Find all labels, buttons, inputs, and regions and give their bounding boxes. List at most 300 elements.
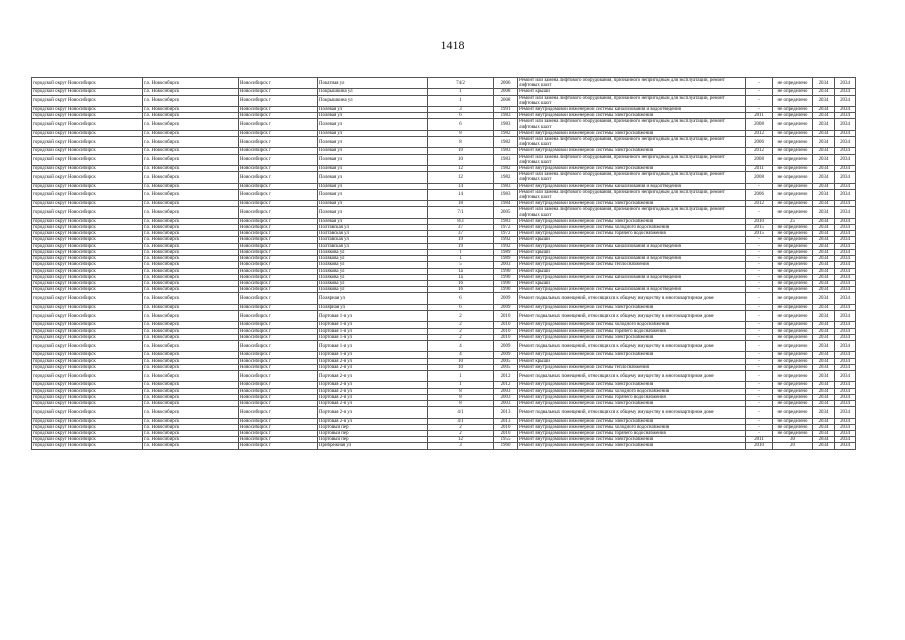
- build-year-cell: 1982: [494, 166, 518, 172]
- plan-end-cell: 2034: [835, 218, 856, 224]
- build-year-cell: 1989: [494, 256, 518, 262]
- last-repair-year-cell: -: [746, 430, 773, 436]
- settlement-cell: г.о. Новосибирск: [143, 352, 239, 358]
- plan-end-cell: 2034: [835, 183, 856, 189]
- street-cell: Покатная ул: [318, 78, 428, 89]
- city-cell: Новосибирск г: [239, 418, 318, 424]
- work-type-cell: Ремонт внутридомовой инженерной системы электроснабжения: [518, 352, 746, 358]
- street-cell: Портовая 2-я ул: [318, 394, 428, 400]
- plan-start-cell: 2034: [813, 394, 835, 400]
- work-type-cell: Ремонт внутридомовой инженерной системы горячего водоснабжения: [518, 394, 746, 400]
- plan-start-cell: 2034: [813, 407, 835, 418]
- municipality-cell: городской округ Новосибирск: [32, 237, 143, 243]
- house-number-cell: 74/2: [428, 78, 494, 89]
- house-number-cell: 10: [428, 364, 494, 370]
- plan-end-cell: 2034: [835, 95, 856, 106]
- city-cell: Новосибирск г: [239, 370, 318, 381]
- city-cell: Новосибирск г: [239, 328, 318, 334]
- street-cell: Полевая ул: [318, 119, 428, 130]
- house-number-cell: 2: [428, 328, 494, 334]
- build-year-cell: 1960: [494, 443, 518, 449]
- street-cell: Полевая ул: [318, 137, 428, 148]
- work-type-cell: Ремонт внутридомовой инженерной системы горячего водоснабжения: [518, 430, 746, 436]
- plan-start-cell: 2034: [813, 287, 835, 293]
- last-repair-year-cell: 2008: [746, 119, 773, 130]
- work-type-cell: Ремонт или замена лифтового оборудования, признанного непригодным для эксплуатации, ремонт лифтовых шахт: [518, 207, 746, 218]
- house-number-cell: 5: [428, 262, 494, 268]
- house-number-cell: 10: [428, 154, 494, 165]
- city-cell: Новосибирск г: [239, 107, 318, 113]
- last-repair-year-cell: -: [746, 424, 773, 430]
- build-year-cell: 1992: [494, 243, 518, 249]
- wear-cell: не определено: [773, 310, 813, 321]
- plan-start-cell: 2034: [813, 95, 835, 106]
- build-year-cell: 1983: [494, 218, 518, 224]
- last-repair-year-cell: -: [746, 249, 773, 255]
- settlement-cell: г.о. Новосибирск: [143, 394, 239, 400]
- build-year-cell: 1983: [494, 154, 518, 165]
- city-cell: Новосибирск г: [239, 310, 318, 321]
- city-cell: Новосибирск г: [239, 154, 318, 165]
- build-year-cell: 1989: [494, 249, 518, 255]
- wear-cell: не определено: [773, 225, 813, 231]
- wear-cell: не определено: [773, 231, 813, 237]
- build-year-cell: 2010: [494, 310, 518, 321]
- plan-end-cell: 2034: [835, 400, 856, 406]
- plan-start-cell: 2034: [813, 418, 835, 424]
- build-year-cell: 2003: [494, 388, 518, 394]
- city-cell: Новосибирск г: [239, 172, 318, 183]
- city-cell: Новосибирск г: [239, 237, 318, 243]
- table-row: [32, 443, 856, 449]
- last-repair-year-cell: -: [746, 418, 773, 424]
- municipality-cell: городской округ Новосибирск: [32, 364, 143, 370]
- city-cell: Новосибирск г: [239, 113, 318, 119]
- build-year-cell: 2012: [494, 370, 518, 381]
- last-repair-year-cell: -: [746, 328, 773, 334]
- build-year-cell: 2009: [494, 304, 518, 310]
- plan-start-cell: 2034: [813, 424, 835, 430]
- work-type-cell: Ремонт внутридомовой инженерной системы электроснабжения: [518, 166, 746, 172]
- last-repair-year-cell: -: [746, 394, 773, 400]
- plan-end-cell: 2034: [835, 418, 856, 424]
- house-number-cell: 3: [428, 443, 494, 449]
- city-cell: Новосибирск г: [239, 394, 318, 400]
- wear-cell: не определено: [773, 189, 813, 200]
- work-type-cell: Ремонт внутридомовой инженерной системы теплоснабжения: [518, 262, 746, 268]
- plan-end-cell: 2034: [835, 352, 856, 358]
- street-cell: Полтавская ул: [318, 225, 428, 231]
- build-year-cell: 1955: [494, 437, 518, 443]
- street-cell: Портовая 1-я ул: [318, 310, 428, 321]
- house-number-cell: 12: [428, 437, 494, 443]
- municipality-cell: городской округ Новосибирск: [32, 334, 143, 340]
- last-repair-year-cell: -: [746, 352, 773, 358]
- settlement-cell: г.о. Новосибирск: [143, 249, 239, 255]
- plan-start-cell: 2034: [813, 249, 835, 255]
- build-year-cell: 1983: [494, 183, 518, 189]
- plan-end-cell: 2034: [835, 304, 856, 310]
- plan-start-cell: 2034: [813, 148, 835, 154]
- street-cell: Полевая ул: [318, 201, 428, 207]
- work-type-cell: Ремонт или замена лифтового оборудования, признанного непригодным для эксплуатации, ремонт лифтовых шахт: [518, 172, 746, 183]
- wear-cell: не определено: [773, 322, 813, 328]
- street-cell: Полякова ул: [318, 268, 428, 274]
- settlement-cell: г.о. Новосибирск: [143, 148, 239, 154]
- last-repair-year-cell: -: [746, 304, 773, 310]
- work-type-cell: Ремонт подвальных помещений, относящихся к общему имуществу в многоквартирном доме: [518, 310, 746, 321]
- house-number-cell: 1: [428, 382, 494, 388]
- municipality-cell: городской округ Новосибирск: [32, 231, 143, 237]
- street-cell: Полякова ул: [318, 249, 428, 255]
- settlement-cell: г.о. Новосибирск: [143, 183, 239, 189]
- plan-end-cell: 2034: [835, 172, 856, 183]
- build-year-cell: 1982: [494, 137, 518, 148]
- last-repair-year-cell: -: [746, 107, 773, 113]
- build-year-cell: 1972: [494, 231, 518, 237]
- build-year-cell: 2010: [494, 424, 518, 430]
- settlement-cell: г.о. Новосибирск: [143, 262, 239, 268]
- house-number-cell: 14: [428, 189, 494, 200]
- wear-cell: 20: [773, 443, 813, 449]
- municipality-cell: городской округ Новосибирск: [32, 394, 143, 400]
- plan-end-cell: 2034: [835, 394, 856, 400]
- settlement-cell: г.о. Новосибирск: [143, 107, 239, 113]
- settlement-cell: г.о. Новосибирск: [143, 322, 239, 328]
- last-repair-year-cell: -: [746, 243, 773, 249]
- plan-start-cell: 2034: [813, 189, 835, 200]
- settlement-cell: г.о. Новосибирск: [143, 407, 239, 418]
- street-cell: Полевая ул: [318, 130, 428, 136]
- wear-cell: не определено: [773, 364, 813, 370]
- wear-cell: 30: [773, 437, 813, 443]
- plan-end-cell: 2034: [835, 201, 856, 207]
- last-repair-year-cell: -: [746, 388, 773, 394]
- wear-cell: не определено: [773, 352, 813, 358]
- plan-end-cell: 2034: [835, 225, 856, 231]
- build-year-cell: 2009: [494, 293, 518, 304]
- house-number-cell: 4: [428, 340, 494, 351]
- city-cell: Новосибирск г: [239, 119, 318, 130]
- wear-cell: не определено: [773, 407, 813, 418]
- build-year-cell: 1990: [494, 287, 518, 293]
- settlement-cell: г.о. Новосибирск: [143, 243, 239, 249]
- build-year-cell: 2010: [494, 328, 518, 334]
- wear-cell: не определено: [773, 89, 813, 95]
- work-type-cell: Ремонт или замена лифтового оборудования, признанного непригодным для эксплуатации, ремонт лифтовых шахт: [518, 95, 746, 106]
- plan-end-cell: 2034: [835, 207, 856, 218]
- street-cell: Полтавская ул: [318, 231, 428, 237]
- wear-cell: не определено: [773, 358, 813, 364]
- house-number-cell: 2: [428, 310, 494, 321]
- city-cell: Новосибирск г: [239, 207, 318, 218]
- house-number-cell: 1: [428, 89, 494, 95]
- plan-start-cell: 2034: [813, 370, 835, 381]
- build-year-cell: 1991: [494, 107, 518, 113]
- settlement-cell: г.о. Новосибирск: [143, 172, 239, 183]
- house-number-cell: 6: [428, 293, 494, 304]
- street-cell: Портовая 2-я ул: [318, 407, 428, 418]
- work-type-cell: Ремонт внутридомовой инженерной системы электроснабжения: [518, 113, 746, 119]
- settlement-cell: г.о. Новосибирск: [143, 268, 239, 274]
- work-type-cell: Ремонт внутридомовой инженерной системы электроснабжения: [518, 201, 746, 207]
- wear-cell: не определено: [773, 334, 813, 340]
- work-type-cell: Ремонт внутридомовой инженерной системы холодного водоснабжения: [518, 388, 746, 394]
- street-cell: Полевая ул: [318, 218, 428, 224]
- last-repair-year-cell: -: [746, 400, 773, 406]
- build-year-cell: 2012: [494, 382, 518, 388]
- municipality-cell: городской округ Новосибирск: [32, 166, 143, 172]
- city-cell: Новосибирск г: [239, 262, 318, 268]
- plan-start-cell: 2034: [813, 364, 835, 370]
- plan-start-cell: 2034: [813, 78, 835, 89]
- municipality-cell: городской округ Новосибирск: [32, 268, 143, 274]
- municipality-cell: городской округ Новосибирск: [32, 172, 143, 183]
- wear-cell: не определено: [773, 274, 813, 280]
- build-year-cell: 2010: [494, 334, 518, 340]
- house-number-cell: 2: [428, 430, 494, 436]
- municipality-cell: городской округ Новосибирск: [32, 328, 143, 334]
- municipality-cell: городской округ Новосибирск: [32, 352, 143, 358]
- house-number-cell: 1: [428, 370, 494, 381]
- settlement-cell: г.о. Новосибирск: [143, 207, 239, 218]
- house-number-cell: 2: [428, 322, 494, 328]
- municipality-cell: городской округ Новосибирск: [32, 218, 143, 224]
- plan-start-cell: 2034: [813, 154, 835, 165]
- wear-cell: 25: [773, 218, 813, 224]
- municipality-cell: городской округ Новосибирск: [32, 400, 143, 406]
- build-year-cell: 2005: [494, 207, 518, 218]
- municipality-cell: городской округ Новосибирск: [32, 243, 143, 249]
- street-cell: Полякова ул: [318, 256, 428, 262]
- plan-end-cell: 2034: [835, 274, 856, 280]
- settlement-cell: г.о. Новосибирск: [143, 113, 239, 119]
- settlement-cell: г.о. Новосибирск: [143, 334, 239, 340]
- plan-end-cell: 2034: [835, 364, 856, 370]
- last-repair-year-cell: -: [746, 340, 773, 351]
- work-type-cell: Ремонт внутридомовой инженерной системы горячего водоснабжения: [518, 328, 746, 334]
- street-cell: Прибрежная ул: [318, 443, 428, 449]
- municipality-cell: городской округ Новосибирск: [32, 113, 143, 119]
- wear-cell: не определено: [773, 340, 813, 351]
- wear-cell: не определено: [773, 400, 813, 406]
- settlement-cell: г.о. Новосибирск: [143, 304, 239, 310]
- street-cell: Портовая 2-я ул: [318, 382, 428, 388]
- work-type-cell: Ремонт внутридомовой инженерной системы канализования и водоотведения: [518, 183, 746, 189]
- table-row: [32, 154, 856, 165]
- work-type-cell: Ремонт крыши: [518, 280, 746, 286]
- settlement-cell: г.о. Новосибирск: [143, 382, 239, 388]
- plan-start-cell: 2034: [813, 274, 835, 280]
- street-cell: Портовая 1-я ул: [318, 328, 428, 334]
- last-repair-year-cell: 2011: [746, 166, 773, 172]
- house-number-cell: 12: [428, 172, 494, 183]
- plan-start-cell: 2034: [813, 130, 835, 136]
- municipality-cell: городской округ Новосибирск: [32, 95, 143, 106]
- plan-start-cell: 2034: [813, 382, 835, 388]
- house-number-cell: 16: [428, 287, 494, 293]
- work-type-cell: Ремонт внутридомовой инженерной системы канализования и водоотведения: [518, 274, 746, 280]
- city-cell: Новосибирск г: [239, 231, 318, 237]
- build-year-cell: 1972: [494, 225, 518, 231]
- city-cell: Новосибирск г: [239, 137, 318, 148]
- work-type-cell: Ремонт крыши: [518, 358, 746, 364]
- municipality-cell: городской округ Новосибирск: [32, 280, 143, 286]
- street-cell: Портовая 2-я ул: [318, 418, 428, 424]
- settlement-cell: г.о. Новосибирск: [143, 95, 239, 106]
- wear-cell: не определено: [773, 293, 813, 304]
- plan-start-cell: 2034: [813, 352, 835, 358]
- street-cell: Портовая 2-я ул: [318, 358, 428, 364]
- plan-end-cell: 2034: [835, 189, 856, 200]
- city-cell: Новосибирск г: [239, 400, 318, 406]
- house-number-cell: 8: [428, 137, 494, 148]
- wear-cell: не определено: [773, 243, 813, 249]
- plan-start-cell: 2034: [813, 262, 835, 268]
- build-year-cell: 2013: [494, 418, 518, 424]
- table-row: [32, 310, 856, 321]
- settlement-cell: г.о. Новосибирск: [143, 237, 239, 243]
- plan-start-cell: 2034: [813, 225, 835, 231]
- build-year-cell: 1992: [494, 237, 518, 243]
- last-repair-year-cell: 2011: [746, 113, 773, 119]
- settlement-cell: г.о. Новосибирск: [143, 437, 239, 443]
- build-year-cell: 2005: [494, 364, 518, 370]
- municipality-cell: городской округ Новосибирск: [32, 274, 143, 280]
- table-row: [32, 172, 856, 183]
- street-cell: Покрышкина ул: [318, 89, 428, 95]
- street-cell: Полевая ул: [318, 166, 428, 172]
- plan-start-cell: 2034: [813, 137, 835, 148]
- plan-end-cell: 2034: [835, 340, 856, 351]
- street-cell: Портовая 1-я ул: [318, 340, 428, 351]
- municipality-cell: городской округ Новосибирск: [32, 107, 143, 113]
- municipality-cell: городской округ Новосибирск: [32, 249, 143, 255]
- street-cell: Полевая ул: [318, 107, 428, 113]
- plan-start-cell: 2034: [813, 443, 835, 449]
- plan-end-cell: 2034: [835, 137, 856, 148]
- settlement-cell: г.о. Новосибирск: [143, 274, 239, 280]
- municipality-cell: городской округ Новосибирск: [32, 340, 143, 351]
- last-repair-year-cell: 2012: [746, 130, 773, 136]
- municipality-cell: городской округ Новосибирск: [32, 388, 143, 394]
- last-repair-year-cell: -: [746, 370, 773, 381]
- plan-start-cell: 2034: [813, 310, 835, 321]
- house-number-cell: 2: [428, 334, 494, 340]
- plan-end-cell: 2034: [835, 78, 856, 89]
- city-cell: Новосибирск г: [239, 201, 318, 207]
- street-cell: Портовая 2-я ул: [318, 370, 428, 381]
- build-year-cell: 2003: [494, 400, 518, 406]
- wear-cell: не определено: [773, 424, 813, 430]
- last-repair-year-cell: -: [746, 280, 773, 286]
- plan-start-cell: 2034: [813, 388, 835, 394]
- table-row: [32, 370, 856, 381]
- build-year-cell: 2009: [494, 340, 518, 351]
- city-cell: Новосибирск г: [239, 304, 318, 310]
- street-cell: Портовая 1-я ул: [318, 322, 428, 328]
- city-cell: Новосибирск г: [239, 437, 318, 443]
- work-type-cell: Ремонт внутридомовой инженерной системы электроснабжения: [518, 443, 746, 449]
- last-repair-year-cell: 2012: [746, 201, 773, 207]
- plan-start-cell: 2034: [813, 437, 835, 443]
- wear-cell: не определено: [773, 262, 813, 268]
- municipality-cell: городской округ Новосибирск: [32, 89, 143, 95]
- table-row: [32, 95, 856, 106]
- municipality-cell: городской округ Новосибирск: [32, 256, 143, 262]
- city-cell: Новосибирск г: [239, 280, 318, 286]
- house-number-cell: 8: [428, 388, 494, 394]
- build-year-cell: 2013: [494, 407, 518, 418]
- build-year-cell: 1990: [494, 268, 518, 274]
- plan-start-cell: 2034: [813, 243, 835, 249]
- build-year-cell: 1990: [494, 280, 518, 286]
- settlement-cell: г.о. Новосибирск: [143, 78, 239, 89]
- municipality-cell: городской округ Новосибирск: [32, 189, 143, 200]
- street-cell: Портовая 2-я ул: [318, 364, 428, 370]
- street-cell: Портовый пер: [318, 437, 428, 443]
- settlement-cell: г.о. Новосибирск: [143, 430, 239, 436]
- settlement-cell: г.о. Новосибирск: [143, 293, 239, 304]
- last-repair-year-cell: 2006: [746, 189, 773, 200]
- work-type-cell: Ремонт внутридомовой инженерной системы электроснабжения: [518, 304, 746, 310]
- build-year-cell: 1982: [494, 130, 518, 136]
- house-number-cell: 18: [428, 201, 494, 207]
- work-type-cell: Ремонт внутридомовой инженерной системы электроснабжения: [518, 382, 746, 388]
- street-cell: Портовый пер: [318, 424, 428, 430]
- city-cell: Новосибирск г: [239, 388, 318, 394]
- house-number-cell: 37: [428, 225, 494, 231]
- settlement-cell: г.о. Новосибирск: [143, 89, 239, 95]
- last-repair-year-cell: 2010: [746, 443, 773, 449]
- plan-end-cell: 2034: [835, 262, 856, 268]
- plan-start-cell: 2034: [813, 256, 835, 262]
- plan-end-cell: 2034: [835, 119, 856, 130]
- work-type-cell: Ремонт внутридомовой инженерной системы электроснабжения: [518, 148, 746, 154]
- city-cell: Новосибирск г: [239, 218, 318, 224]
- plan-end-cell: 2034: [835, 322, 856, 328]
- table-row: [32, 207, 856, 218]
- house-number-cell: 4/1: [428, 407, 494, 418]
- street-cell: Портовая 2-я ул: [318, 400, 428, 406]
- wear-cell: не определено: [773, 166, 813, 172]
- work-type-cell: Ремонт внутридомовой инженерной системы электроснабжения: [518, 218, 746, 224]
- last-repair-year-cell: -: [746, 207, 773, 218]
- last-repair-year-cell: 2015: [746, 225, 773, 231]
- build-year-cell: 2009: [494, 352, 518, 358]
- plan-start-cell: 2034: [813, 218, 835, 224]
- wear-cell: не определено: [773, 95, 813, 106]
- municipality-cell: городской округ Новосибирск: [32, 437, 143, 443]
- street-cell: Полевая ул: [318, 172, 428, 183]
- settlement-cell: г.о. Новосибирск: [143, 130, 239, 136]
- work-type-cell: Ремонт внутридомовой инженерной системы холодного водоснабжения: [518, 424, 746, 430]
- house-number-cell: 3: [428, 107, 494, 113]
- last-repair-year-cell: -: [746, 95, 773, 106]
- plan-start-cell: 2034: [813, 231, 835, 237]
- build-year-cell: 1983: [494, 119, 518, 130]
- plan-end-cell: 2034: [835, 430, 856, 436]
- last-repair-year-cell: -: [746, 334, 773, 340]
- municipality-cell: городской округ Новосибирск: [32, 78, 143, 89]
- wear-cell: не определено: [773, 113, 813, 119]
- plan-end-cell: 2034: [835, 243, 856, 249]
- plan-end-cell: 2034: [835, 293, 856, 304]
- municipality-cell: городской округ Новосибирск: [32, 262, 143, 268]
- plan-start-cell: 2034: [813, 166, 835, 172]
- work-type-cell: Ремонт подвальных помещений, относящихся к общему имуществу в многоквартирном доме: [518, 340, 746, 351]
- municipality-cell: городской округ Новосибирск: [32, 358, 143, 364]
